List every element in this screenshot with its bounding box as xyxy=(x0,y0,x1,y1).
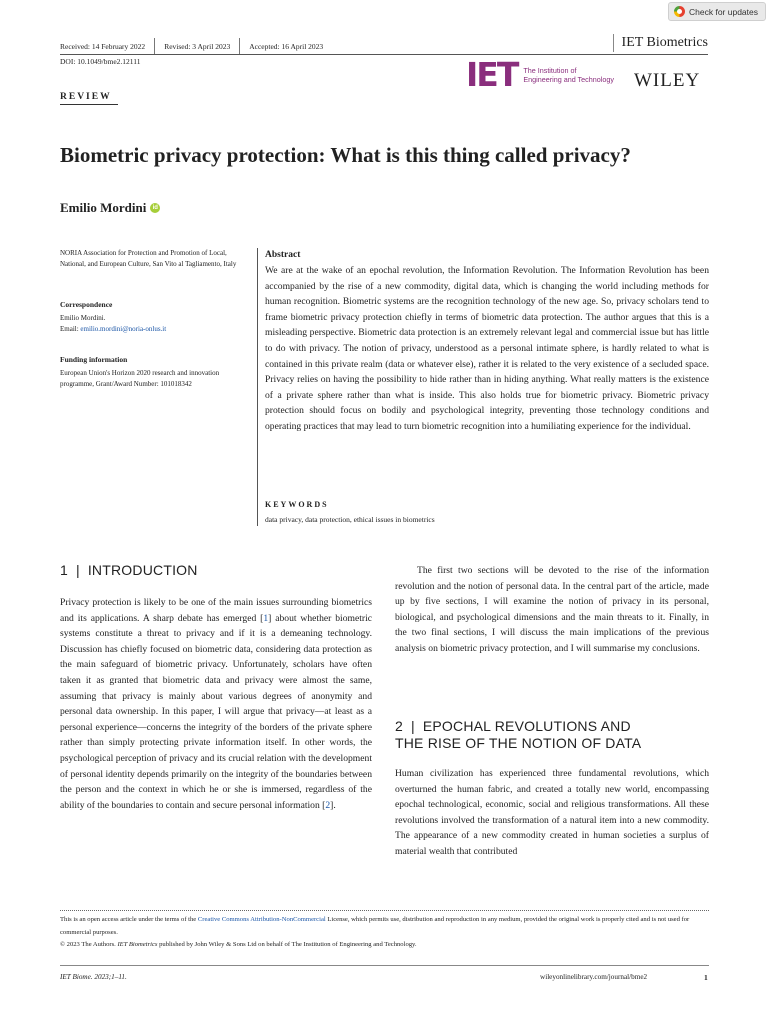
correspondence xyxy=(60,313,250,335)
article-title: Biometric privacy protection: What is this thing called privacy? xyxy=(60,143,631,167)
wiley-logo: WILEY xyxy=(634,70,701,91)
section-1-paragraph xyxy=(60,595,372,813)
correspondence-heading: Correspondence xyxy=(60,300,113,309)
footer-rule xyxy=(60,965,709,966)
keywords-heading: KEYWORDS xyxy=(265,500,329,509)
journal-name-italic: IET Biometrics xyxy=(117,941,158,948)
section-1-number: 1 xyxy=(60,562,68,578)
text-run: ]. xyxy=(330,799,336,811)
text-run: ] about whether biometric systems constitute a threat to privacy and if it is a demeaning technology. Discussion has chiefly focused on biometric data, considering data protection as the main safeguard of biometric privacy. Unfortunately, scholars have often taken it as granted that biometric data and privacy were almost the same, assuming that privacy is mainly about various degrees of anonymity and personal data ownership. In this paper, I will argue that privacy—at least as a personal experience—concerns the integrity of the borders of the private sphere rather than simply protecting private information itself. In other words, the psychological perception of privacy and its crucial relation with the development of personal identity depends primarily on the integrity of the boundaries between the person and the context in which he or she is immersed, regardless of the ability of the boundaries to contain and secure personal information [ xyxy=(60,612,372,811)
iet-name-line2: Engineering and Technology xyxy=(523,75,614,84)
article-type: REVIEW xyxy=(60,92,112,102)
text-run: © 2023 The Authors. xyxy=(60,941,118,948)
abstract-rule xyxy=(257,248,258,526)
article-dates xyxy=(60,38,323,54)
header-rule xyxy=(60,54,708,55)
section-2-title-line2: THE RISE OF THE NOTION OF DATA xyxy=(395,735,642,751)
iet-logo xyxy=(466,55,614,94)
divider xyxy=(239,38,240,54)
divider xyxy=(613,34,614,52)
journal-name xyxy=(613,34,708,52)
check-for-updates-button[interactable] xyxy=(668,2,766,21)
article-type-rule xyxy=(60,104,118,105)
footer-rule xyxy=(60,910,709,911)
reference-link-2[interactable]: 2 xyxy=(325,799,331,811)
accepted-date: Accepted: 16 April 2023 xyxy=(249,41,324,51)
text-run: Privacy protection is likely to be one of the main issues surrounding biometrics and its applications. A sharp debate has emerged [ xyxy=(60,597,372,624)
affiliation: NORIA Association for Protection and Promotion of Local, National, and European Culture, San Vito al Tagliamento, Italy xyxy=(60,249,237,268)
section-2-paragraph: Human civilization has experienced three fundamental revolutions, which overturned the human fabric, and created a totally new world, encompassing epochal technological, economic, social and religious transformations. All these revolutions involved the transformation of a natural item into a new commodity. The appearance of a new commodity created in human societies a surplus of material wealth that contributed xyxy=(395,768,709,857)
iet-mark: IET xyxy=(466,55,518,94)
section-1-title: INTRODUCTION xyxy=(87,562,198,578)
section-1-paragraph-2: The first two sections will be devoted to the rise of the information revolution and the notion of personal data. In the central part of the article, made up by five sections, I will examine the notion of privacy in its personal, biological, and psychological dimensions and the main threats to it. Finally, in the two final sections, I will discuss the main implications of the previous analysis on biometric privacy protection, and I will summarise my conclusions. xyxy=(395,565,709,654)
funding-text: European Union's Horizon 2020 research and innovation programme, Grant/Award Number: 101018342 xyxy=(60,369,220,388)
page-number: 1 xyxy=(704,973,708,982)
check-for-updates-label: Check for updates xyxy=(689,6,758,17)
license-note xyxy=(60,913,715,939)
email-label: Email: xyxy=(60,325,79,333)
received-date: Received: 14 February 2022 xyxy=(60,41,146,51)
funding-heading: Funding information xyxy=(60,355,128,364)
section-2-heading xyxy=(395,718,709,752)
text-run: License, which permits use, distribution and reproduction in any medium, provided the original work is properly cited and is not used for commercial purposes. xyxy=(60,916,690,936)
abstract-text: We are at the wake of an epochal revolution, the Information Revolution. The Information Revolution has been accompanied by the rise of a new commodity, digital data, which is changing the world including methods for human recognition. Biometric systems are the recognition technology of the new age. So, privacy scholars tend to frame biometric privacy protection chiefly in terms of biometric data protection. The author argues that this is a misleading perspective. Biometric data protection is an extremely relevant legal and commercial issue but has little to do with privacy. The notion of privacy, understood as a personal intimate sphere, is hardly related to what is contained in this private realm (data or whatever else), rather it is related to the very existence of a secluded space. Privacy relies on having the possibility to hide rather than in hiding anything. What really matters is the existence of a private sphere rather than what is inside. This also holds true for biometric privacy. Biometric privacy protection should focus on bodily and psychological integrity, preventing those technology conditions and operating practices that may lead to turn biometric recognition into a humiliating experience for the individual. xyxy=(265,265,709,432)
iet-name xyxy=(523,66,614,84)
author-name[interactable]: Emilio Mordini xyxy=(60,200,147,215)
text-run: This is an open access article under the terms of the xyxy=(60,916,198,923)
keywords: data privacy, data protection, ethical issues in biometrics xyxy=(265,515,435,524)
citation: IET Biome. 2023;1–11. xyxy=(60,973,127,981)
section-2-heading-line1 xyxy=(395,718,709,735)
author-line xyxy=(60,200,160,216)
journal-title: IET Biometrics xyxy=(621,35,708,50)
abstract-heading: Abstract xyxy=(265,250,301,260)
section-1-heading xyxy=(60,562,198,579)
correspondence-name: Emilio Mordini. xyxy=(60,314,106,322)
section-2-number: 2 xyxy=(395,718,403,734)
email-link[interactable]: emilio.mordini@noria-onlus.it xyxy=(80,325,167,333)
revised-date: Revised: 3 April 2023 xyxy=(164,41,231,51)
copyright-note xyxy=(60,941,715,948)
iet-name-line1: The Institution of xyxy=(523,66,577,75)
text-run: published by John Wiley & Sons Ltd on behalf of The Institution of Engineering and Technology. xyxy=(157,941,417,948)
crossmark-icon xyxy=(674,6,685,17)
divider: | xyxy=(76,562,80,578)
section-2-title-line1: EPOCHAL REVOLUTIONS AND xyxy=(422,718,631,734)
journal-url[interactable]: wileyonlinelibrary.com/journal/bme2 xyxy=(540,973,648,981)
correspondence-email xyxy=(60,324,250,335)
doi: DOI: 10.1049/bme2.12111 xyxy=(60,57,141,66)
orcid-icon[interactable]: id xyxy=(150,203,160,213)
license-link[interactable]: Creative Commons Attribution-NonCommercial xyxy=(197,916,326,923)
reference-link-1[interactable]: 1 xyxy=(263,612,269,624)
divider: | xyxy=(411,718,415,734)
divider xyxy=(154,38,155,54)
